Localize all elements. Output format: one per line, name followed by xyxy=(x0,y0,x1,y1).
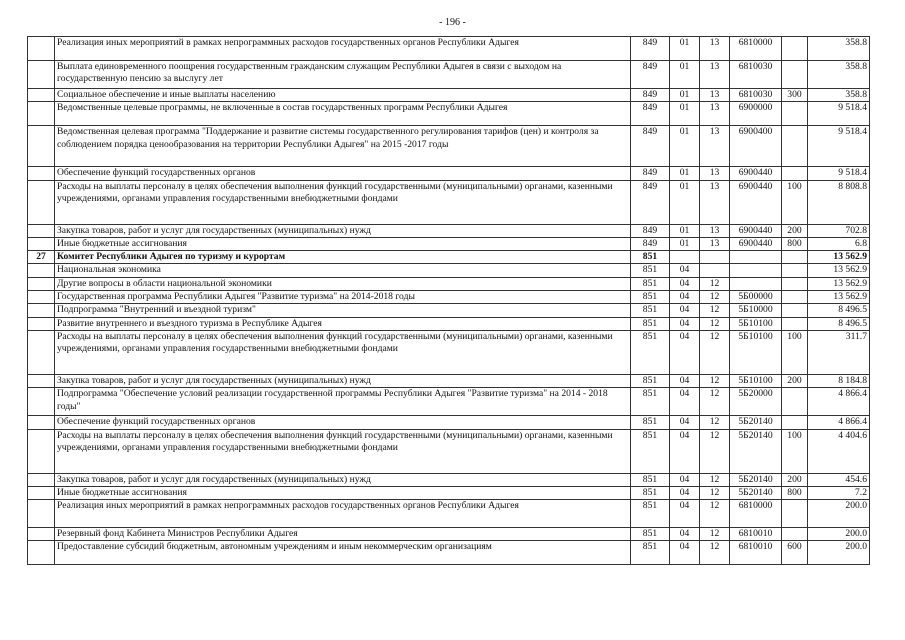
row-number xyxy=(28,388,55,416)
row-amount: 13 562.9 xyxy=(808,264,870,277)
row-target-article-code: 5Б20140 xyxy=(730,486,782,499)
row-description: Расходы на выплаты персоналу в целях обеспечения выполнения функций государственными (муниципальными) органами, казенными учреждениями, органами управления государственными внебюджетными фондами xyxy=(55,330,631,374)
row-description: Государственная программа Республики Адыгея "Развитие туризма" на 2014-2018 годы xyxy=(55,291,631,304)
row-subsection-code: 12 xyxy=(700,388,730,416)
row-ministry-code: 851 xyxy=(631,416,670,429)
row-subsection-code: 12 xyxy=(700,429,730,473)
table-row xyxy=(28,37,870,61)
row-number xyxy=(28,317,55,330)
page-number: - 196 - xyxy=(439,17,466,28)
row-subsection-code: 12 xyxy=(700,317,730,330)
row-description: Национальная экономика xyxy=(55,264,631,277)
row-description: Резервный фонд Кабинета Министров Республики Адыгея xyxy=(55,528,631,541)
row-expense-type-code: 100 xyxy=(782,180,808,224)
table-row xyxy=(28,167,870,180)
row-section-code: 04 xyxy=(670,388,700,416)
row-expense-type-code xyxy=(782,277,808,290)
table-row xyxy=(28,291,870,304)
table-row xyxy=(28,528,870,541)
row-subsection-code: 12 xyxy=(700,330,730,374)
row-amount: 8 496.5 xyxy=(808,304,870,317)
row-description: Ведомственная целевая программа "Поддержание и развитие системы государственного регулирования тарифов (цен) и контроля за соблюдением порядка ценообразования на территории Республики Адыгея" на 2015 -2017 годы xyxy=(55,126,631,167)
row-description: Выплата единовременного поощрения государственным гражданским служащим Республики Адыгея в связи с выходом на государственную пенсию за выслугу лет xyxy=(55,61,631,89)
row-amount: 8 808.8 xyxy=(808,180,870,224)
row-amount: 9 518.4 xyxy=(808,167,870,180)
table-row xyxy=(28,180,870,224)
row-description: Иные бюджетные ассигнования xyxy=(55,237,631,250)
row-target-article-code: 6900440 xyxy=(730,167,782,180)
row-section-code: 01 xyxy=(670,224,700,237)
row-expense-type-code xyxy=(782,500,808,528)
row-amount: 200.0 xyxy=(808,541,870,565)
row-subsection-code: 12 xyxy=(700,473,730,486)
row-expense-type-code: 800 xyxy=(782,486,808,499)
row-amount: 4 866.4 xyxy=(808,388,870,416)
table-row xyxy=(28,330,870,374)
row-section-code: 01 xyxy=(670,237,700,250)
row-number xyxy=(28,291,55,304)
row-expense-type-code xyxy=(782,291,808,304)
row-target-article-code: 5Б10100 xyxy=(730,330,782,374)
row-target-article-code: 6900440 xyxy=(730,237,782,250)
row-number xyxy=(28,330,55,374)
row-expense-type-code: 200 xyxy=(782,224,808,237)
row-subsection-code: 13 xyxy=(700,61,730,89)
row-number xyxy=(28,264,55,277)
row-ministry-code: 851 xyxy=(631,330,670,374)
row-number: 27 xyxy=(28,251,55,264)
row-description: Ведомственные целевые программы, не включенные в состав государственных программ Республики Адыгея xyxy=(55,102,631,126)
row-description: Подпрограмма "Обеспечение условий реализации государственной программы Республики Адыгея "Развитие туризма" на 2014 - 2018 годы" xyxy=(55,388,631,416)
row-amount: 454.6 xyxy=(808,473,870,486)
row-number xyxy=(28,237,55,250)
row-amount: 311.7 xyxy=(808,330,870,374)
row-target-article-code: 5Б20000 xyxy=(730,388,782,416)
row-description: Подпрограмма "Внутренний и въездной туризм" xyxy=(55,304,631,317)
row-expense-type-code xyxy=(782,388,808,416)
row-amount: 6.8 xyxy=(808,237,870,250)
row-amount: 8 184.8 xyxy=(808,374,870,387)
row-expense-type-code xyxy=(782,416,808,429)
row-number xyxy=(28,61,55,89)
row-description: Реализация иных мероприятий в рамках непрограммных расходов государственных органов Республики Адыгея xyxy=(55,500,631,528)
row-target-article-code: 6810000 xyxy=(730,37,782,61)
row-number xyxy=(28,429,55,473)
row-ministry-code: 851 xyxy=(631,251,670,264)
row-number xyxy=(28,473,55,486)
row-number xyxy=(28,224,55,237)
table-row xyxy=(28,251,870,264)
row-section-code: 04 xyxy=(670,304,700,317)
row-expense-type-code xyxy=(782,264,808,277)
row-section-code: 04 xyxy=(670,429,700,473)
row-description: Расходы на выплаты персоналу в целях обеспечения выполнения функций государственными (муниципальными) органами, казенными учреждениями, органами управления государственными внебюджетными фондами xyxy=(55,429,631,473)
row-ministry-code: 849 xyxy=(631,237,670,250)
row-amount: 9 518.4 xyxy=(808,102,870,126)
row-number xyxy=(28,486,55,499)
row-ministry-code: 851 xyxy=(631,264,670,277)
row-target-article-code: 5Б10000 xyxy=(730,304,782,317)
row-description: Закупка товаров, работ и услуг для государственных (муниципальных) нужд xyxy=(55,224,631,237)
row-expense-type-code: 200 xyxy=(782,374,808,387)
row-subsection-code: 13 xyxy=(700,102,730,126)
table-row xyxy=(28,277,870,290)
row-ministry-code: 849 xyxy=(631,126,670,167)
row-description: Предоставление субсидий бюджетным, автономным учреждениям и иным некоммерческим организациям xyxy=(55,541,631,565)
table-row xyxy=(28,388,870,416)
row-number xyxy=(28,126,55,167)
row-amount: 4 404.6 xyxy=(808,429,870,473)
row-section-code: 01 xyxy=(670,61,700,89)
table-row xyxy=(28,416,870,429)
row-description: Социальное обеспечение и иные выплаты населению xyxy=(55,89,631,102)
row-ministry-code: 849 xyxy=(631,61,670,89)
row-ministry-code: 851 xyxy=(631,388,670,416)
row-ministry-code: 851 xyxy=(631,317,670,330)
row-target-article-code: 6810010 xyxy=(730,541,782,565)
table-row xyxy=(28,126,870,167)
row-ministry-code: 849 xyxy=(631,102,670,126)
row-ministry-code: 851 xyxy=(631,486,670,499)
row-number xyxy=(28,374,55,387)
row-section-code: 04 xyxy=(670,500,700,528)
row-expense-type-code xyxy=(782,251,808,264)
row-subsection-code: 13 xyxy=(700,89,730,102)
row-number xyxy=(28,500,55,528)
row-number xyxy=(28,37,55,61)
row-section-code: 01 xyxy=(670,102,700,126)
row-target-article-code: 5Б20140 xyxy=(730,429,782,473)
row-ministry-code: 851 xyxy=(631,429,670,473)
row-expense-type-code: 100 xyxy=(782,330,808,374)
row-expense-type-code xyxy=(782,61,808,89)
table-row xyxy=(28,304,870,317)
row-subsection-code: 12 xyxy=(700,528,730,541)
row-ministry-code: 851 xyxy=(631,500,670,528)
row-ministry-code: 849 xyxy=(631,224,670,237)
row-amount: 358.8 xyxy=(808,37,870,61)
row-amount: 358.8 xyxy=(808,89,870,102)
row-target-article-code: 6900000 xyxy=(730,102,782,126)
row-expense-type-code: 200 xyxy=(782,473,808,486)
row-subsection-code: 13 xyxy=(700,37,730,61)
row-subsection-code: 12 xyxy=(700,486,730,499)
row-ministry-code: 851 xyxy=(631,291,670,304)
row-subsection-code: 12 xyxy=(700,291,730,304)
row-section-code: 01 xyxy=(670,126,700,167)
table-row xyxy=(28,541,870,565)
row-amount: 702.8 xyxy=(808,224,870,237)
row-ministry-code: 851 xyxy=(631,374,670,387)
budget-table xyxy=(27,36,870,565)
row-section-code: 04 xyxy=(670,317,700,330)
row-ministry-code: 851 xyxy=(631,541,670,565)
row-expense-type-code: 100 xyxy=(782,429,808,473)
row-subsection-code xyxy=(700,251,730,264)
table-row xyxy=(28,500,870,528)
row-subsection-code: 12 xyxy=(700,374,730,387)
row-ministry-code: 851 xyxy=(631,277,670,290)
row-expense-type-code xyxy=(782,304,808,317)
row-number xyxy=(28,102,55,126)
row-section-code: 01 xyxy=(670,167,700,180)
table-row xyxy=(28,429,870,473)
table-row xyxy=(28,317,870,330)
row-subsection-code: 13 xyxy=(700,237,730,250)
row-amount: 8 496.5 xyxy=(808,317,870,330)
row-section-code: 04 xyxy=(670,486,700,499)
table-row xyxy=(28,102,870,126)
row-number xyxy=(28,89,55,102)
row-number xyxy=(28,528,55,541)
row-description: Развитие внутреннего и въездного туризма в Республике Адыгея xyxy=(55,317,631,330)
row-section-code: 01 xyxy=(670,89,700,102)
row-subsection-code: 12 xyxy=(700,500,730,528)
row-expense-type-code xyxy=(782,102,808,126)
row-number xyxy=(28,277,55,290)
row-section-code: 04 xyxy=(670,528,700,541)
row-number xyxy=(28,416,55,429)
row-ministry-code: 851 xyxy=(631,473,670,486)
row-target-article-code xyxy=(730,264,782,277)
row-subsection-code: 13 xyxy=(700,126,730,167)
row-target-article-code: 6810000 xyxy=(730,500,782,528)
row-amount: 358.8 xyxy=(808,61,870,89)
row-number xyxy=(28,180,55,224)
row-number xyxy=(28,167,55,180)
table-row xyxy=(28,224,870,237)
row-amount: 200.0 xyxy=(808,528,870,541)
row-target-article-code: 6810030 xyxy=(730,61,782,89)
row-subsection-code: 12 xyxy=(700,541,730,565)
row-description: Другие вопросы в области национальной экономики xyxy=(55,277,631,290)
row-expense-type-code: 800 xyxy=(782,237,808,250)
row-expense-type-code xyxy=(782,317,808,330)
row-description: Закупка товаров, работ и услуг для государственных (муниципальных) нужд xyxy=(55,473,631,486)
row-expense-type-code: 600 xyxy=(782,541,808,565)
row-amount: 7.2 xyxy=(808,486,870,499)
row-section-code xyxy=(670,251,700,264)
budget-table-body xyxy=(28,37,870,565)
row-description: Обеспечение функций государственных органов xyxy=(55,167,631,180)
row-description: Расходы на выплаты персоналу в целях обеспечения выполнения функций государственными (муниципальными) органами, казенными учреждениями, органами управления государственными внебюджетными фондами xyxy=(55,180,631,224)
row-section-code: 04 xyxy=(670,541,700,565)
row-target-article-code: 6900400 xyxy=(730,126,782,167)
row-description: Комитет Республики Адыгея по туризму и курортам xyxy=(55,251,631,264)
row-ministry-code: 849 xyxy=(631,89,670,102)
row-target-article-code xyxy=(730,251,782,264)
row-expense-type-code xyxy=(782,126,808,167)
row-ministry-code: 851 xyxy=(631,528,670,541)
row-target-article-code: 6900440 xyxy=(730,180,782,224)
row-description: Иные бюджетные ассигнования xyxy=(55,486,631,499)
row-subsection-code: 13 xyxy=(700,167,730,180)
row-target-article-code: 6810030 xyxy=(730,89,782,102)
row-subsection-code: 12 xyxy=(700,304,730,317)
row-amount: 200.0 xyxy=(808,500,870,528)
row-target-article-code: 5Б00000 xyxy=(730,291,782,304)
row-expense-type-code: 300 xyxy=(782,89,808,102)
row-target-article-code: 5Б10100 xyxy=(730,317,782,330)
row-target-article-code: 6810010 xyxy=(730,528,782,541)
row-target-article-code xyxy=(730,277,782,290)
row-section-code: 01 xyxy=(670,37,700,61)
row-expense-type-code xyxy=(782,37,808,61)
row-ministry-code: 849 xyxy=(631,167,670,180)
row-expense-type-code xyxy=(782,167,808,180)
row-target-article-code: 5Б20140 xyxy=(730,416,782,429)
table-row xyxy=(28,61,870,89)
row-number xyxy=(28,541,55,565)
row-section-code: 04 xyxy=(670,264,700,277)
table-row xyxy=(28,89,870,102)
row-amount: 13 562.9 xyxy=(808,277,870,290)
row-target-article-code: 6900440 xyxy=(730,224,782,237)
row-subsection-code: 13 xyxy=(700,224,730,237)
row-description: Обеспечение функций государственных органов xyxy=(55,416,631,429)
row-amount: 9 518.4 xyxy=(808,126,870,167)
row-section-code: 01 xyxy=(670,180,700,224)
row-amount: 13 562.9 xyxy=(808,291,870,304)
table-row xyxy=(28,486,870,499)
table-row xyxy=(28,264,870,277)
row-subsection-code: 13 xyxy=(700,180,730,224)
row-ministry-code: 851 xyxy=(631,304,670,317)
row-target-article-code: 5Б20140 xyxy=(730,473,782,486)
table-row xyxy=(28,473,870,486)
row-description: Закупка товаров, работ и услуг для государственных (муниципальных) нужд xyxy=(55,374,631,387)
row-subsection-code: 12 xyxy=(700,277,730,290)
table-row xyxy=(28,374,870,387)
row-section-code: 04 xyxy=(670,374,700,387)
row-description: Реализация иных мероприятий в рамках непрограммных расходов государственных органов Республики Адыгея xyxy=(55,37,631,61)
row-section-code: 04 xyxy=(670,277,700,290)
row-amount: 4 866.4 xyxy=(808,416,870,429)
row-target-article-code: 5Б10100 xyxy=(730,374,782,387)
row-section-code: 04 xyxy=(670,291,700,304)
row-section-code: 04 xyxy=(670,330,700,374)
row-section-code: 04 xyxy=(670,416,700,429)
row-subsection-code xyxy=(700,264,730,277)
table-row xyxy=(28,237,870,250)
row-ministry-code: 849 xyxy=(631,180,670,224)
row-amount: 13 562.9 xyxy=(808,251,870,264)
row-section-code: 04 xyxy=(670,473,700,486)
row-expense-type-code xyxy=(782,528,808,541)
row-ministry-code: 849 xyxy=(631,37,670,61)
row-number xyxy=(28,304,55,317)
row-subsection-code: 12 xyxy=(700,416,730,429)
